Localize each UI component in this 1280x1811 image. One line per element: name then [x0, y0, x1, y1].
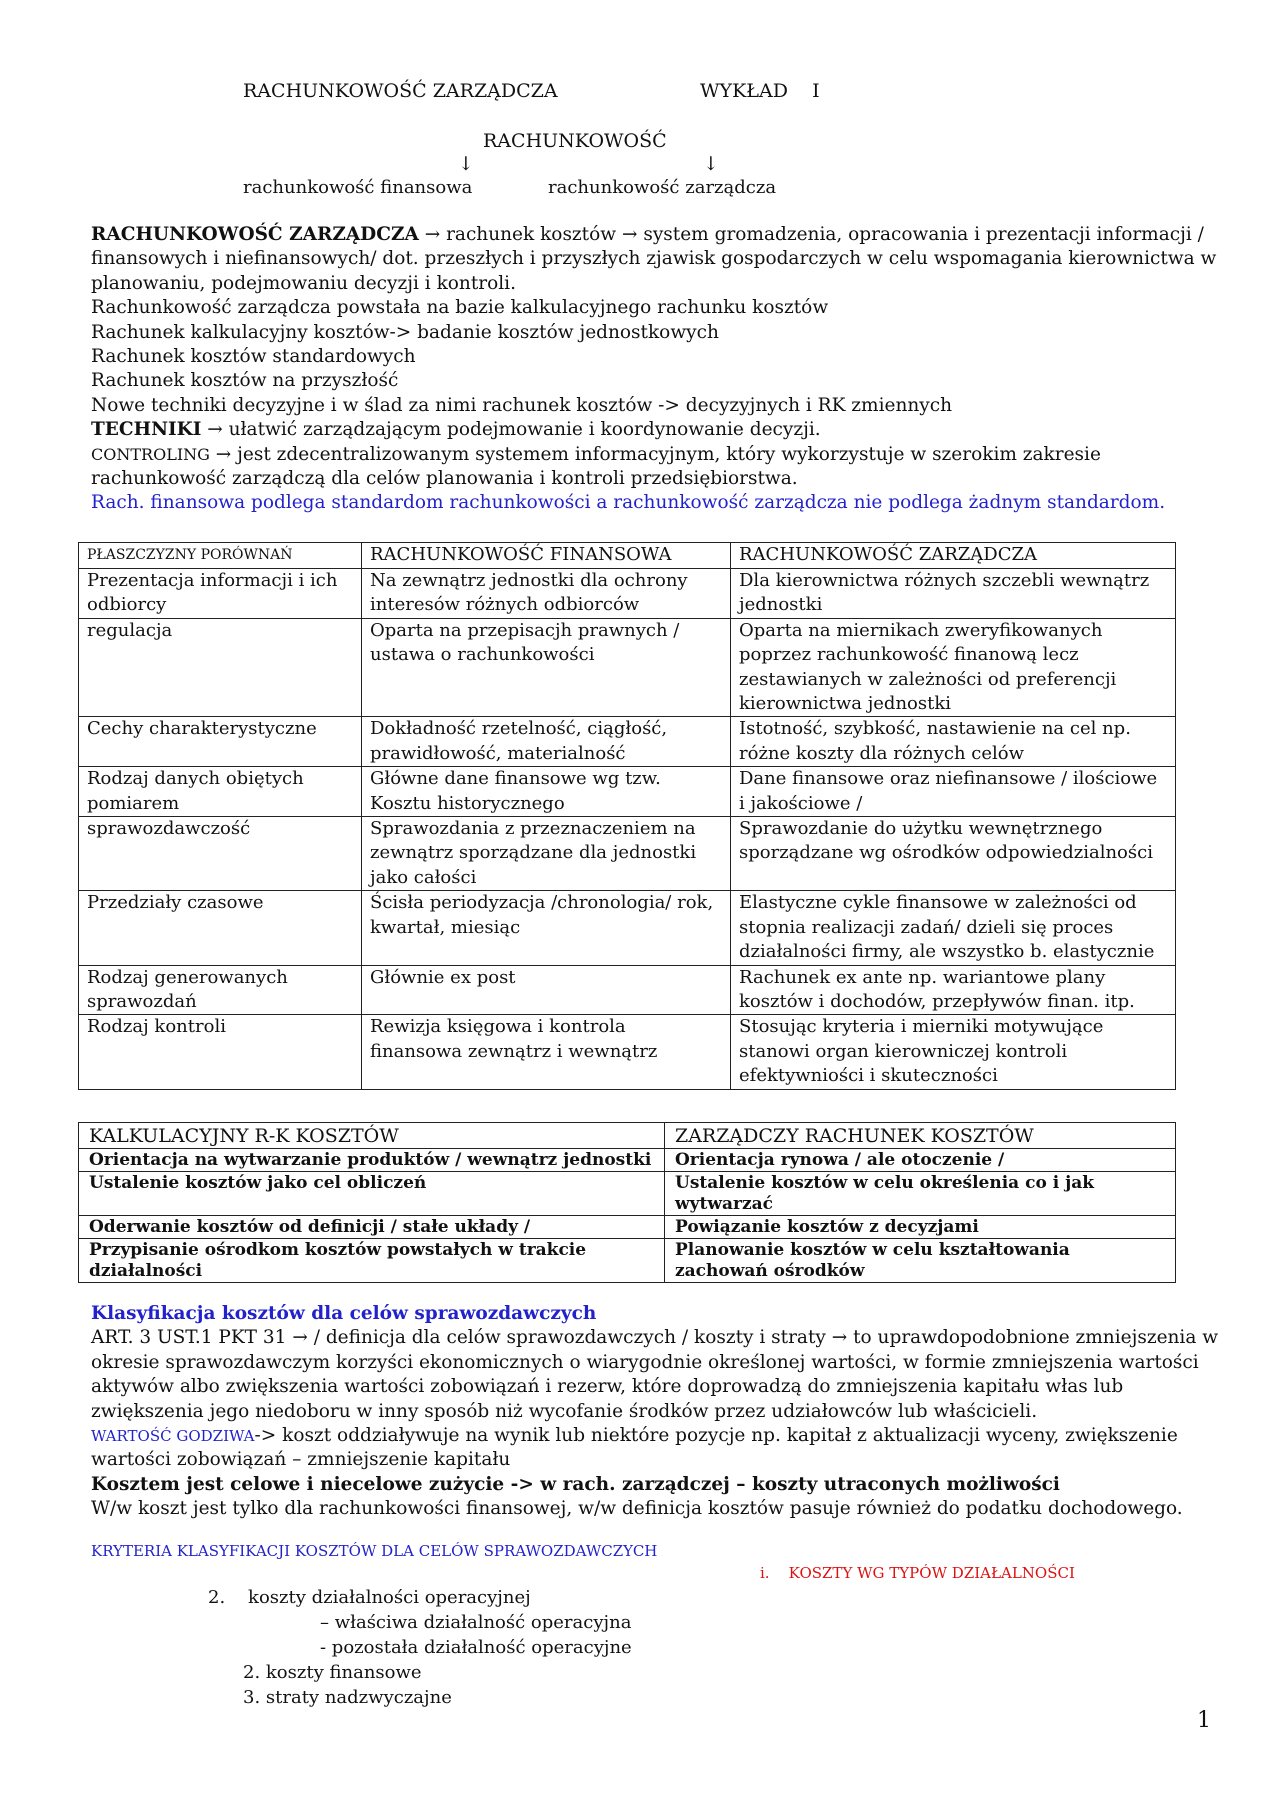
table-cell: Rodzaj danych obiętych pomiarem	[79, 767, 362, 817]
table-row	[79, 1149, 1176, 1172]
table-cell: Główne dane finansowe wg tzw. Kosztu historycznego	[362, 767, 731, 817]
table-cell: Sprawozdanie do użytku wewnętrznego sporządzane wg ośrodków odpowiedzialności	[731, 817, 1176, 891]
definition-text: → ułatwić zarządzającym podejmowanie i koordynowanie decyzji.	[201, 419, 821, 441]
criteria-heading: KRYTERIA KLASYFIKACJI KOSZTÓW DLA CELÓW SPRAWOZDAWCZYCH	[91, 1542, 658, 1560]
table-cell: Oderwanie kosztów od definicji / stałe układy /	[79, 1216, 665, 1239]
definition-text: → jest zdecentralizowanym systemem informacyjnym, który wykorzystuje w szerokim zakresie rachunkowość zarządczą dla celów planowania i kontroli przedsiębiorstwa.	[91, 443, 1101, 490]
intro-line: Rachunek kosztów na przyszłość	[91, 370, 399, 392]
table-row	[79, 1172, 1176, 1216]
diagram-branch-financial: rachunkowość finansowa	[243, 177, 473, 198]
table-header-cell: RACHUNKOWOŚĆ ZARZĄDCZA	[731, 543, 1176, 569]
table-row	[79, 1239, 1176, 1283]
table-row	[79, 767, 1176, 817]
intro-line: Rachunkowość zarządcza powstała na bazie kalkulacyjnego rachunku kosztów	[91, 297, 829, 319]
table-cell: Orientacja rynowa / ale otoczenie /	[665, 1149, 1176, 1172]
diagram-root: RACHUNKOWOŚĆ	[483, 130, 667, 152]
table-cell: Prezentacja informacji i ich odbiorcy	[79, 569, 362, 619]
table-cell: Przedziały czasowe	[79, 891, 362, 965]
term-bold: TECHNIKI	[91, 419, 202, 441]
table-cell: Rachunek ex ante np. wariantowe plany kosztów i dochodów, przepływów finan. itp.	[731, 965, 1176, 1015]
table-cell: Oparta na miernikach zweryfikowanych poprzez rachunkowość finanową lecz zestawianych w zależności od preferencji kierownictwa jednostki	[731, 618, 1176, 717]
fair-value-line	[91, 1424, 1226, 1473]
table-cell: Głównie ex post	[362, 965, 731, 1015]
table-cell: Na zewnątrz jednostki dla ochrony interesów różnych odbiorców	[362, 569, 731, 619]
table-cell: Powiązanie kosztów z decyzjami	[665, 1216, 1176, 1239]
standards-note: Rach. finansowa podlega standardom rachunkowości a rachunkowość zarządcza nie podlega żadnym standardom.	[91, 492, 1166, 514]
intro-line: Rachunek kalkulacyjny kosztów-> badanie kosztów jednostkowych	[91, 321, 719, 343]
activity-types-heading: i. KOSZTY WG TYPÓW DZIAŁALNOŚCI	[760, 1564, 1075, 1582]
table-cell: Przypisanie ośrodkom kosztów powstałych w trakcie działalności	[79, 1239, 665, 1283]
table-cell: Ścisła periodyzacja /chronologia/ rok, kwartał, miesiąc	[362, 891, 731, 965]
list-item: 2. koszty działalności operacyjnej	[208, 1587, 531, 1608]
note-line: W/w koszt jest tylko dla rachunkowości finansowej, w/w definicja kosztów pasuje również do podatku dochodowego.	[91, 1498, 1183, 1520]
table-header-cell: ZARZĄDCZY RACHUNEK KOSZTÓW	[665, 1123, 1176, 1149]
table-cell: Sprawozdania z przeznaczeniem na zewnątrz sporządzane dla jednostki jako całości	[362, 817, 731, 891]
diagram-branch-management: rachunkowość zarządcza	[548, 177, 777, 198]
table-cell: Rodzaj kontroli	[79, 1015, 362, 1089]
term-bold: RACHUNKOWOŚĆ ZARZĄDCZA	[91, 224, 419, 245]
section-heading: Klasyfikacja kosztów dla celów sprawozdawczych	[91, 1303, 597, 1324]
table-cell: Oparta na przepisacjh prawnych / ustawa o rachunkowości	[362, 618, 731, 717]
term-label: WARTOŚĆ GODZIWA	[91, 1427, 255, 1446]
list-item: 3. straty nadzwyczajne	[243, 1687, 452, 1708]
table-cell: Dane finansowe oraz niefinansowe / ilościowe i jakościowe /	[731, 767, 1176, 817]
arrow-down-icon: ↓	[458, 153, 474, 175]
table-header-cell: KALKULACYJNY R-K KOSZTÓW	[79, 1123, 665, 1149]
list-item: 2. koszty finansowe	[243, 1662, 422, 1683]
table-header-row	[79, 1123, 1176, 1149]
controling-line	[91, 443, 1226, 492]
table-row	[79, 891, 1176, 965]
table-cell: Rewizja księgowa i kontrola finansowa zewnątrz i wewnątrz	[362, 1015, 731, 1089]
table-header-cell: PŁASZCZYZNY PORÓWNAŃ	[79, 543, 362, 569]
definition-text: -> koszt oddziaływuje na wynik lub niektóre pozycje np. kapitał z aktualizacji wyceny, zwiększenie wartości zobowiązań – zmniejszenie kapitału	[91, 1425, 1178, 1471]
table-cell: Dla kierownictwa różnych szczebli wewnątrz jednostki	[731, 569, 1176, 619]
table-row	[79, 817, 1176, 891]
list-subitem: – właściwa działalność operacyjna	[320, 1612, 632, 1633]
table-cell: Planowanie kosztów w celu kształtowania zachowań ośrodków	[665, 1239, 1176, 1283]
table-cell: sprawozdawczość	[79, 817, 362, 891]
table-header-cell: RACHUNKOWOŚĆ FINANSOWA	[362, 543, 731, 569]
table-cell: Stosując kryteria i mierniki motywujące stanowi organ kierowniczej kontroli efektywniości i skuteczności	[731, 1015, 1176, 1089]
comparison-table	[78, 542, 1176, 1090]
table-row	[79, 1216, 1176, 1239]
emphasis-line: Kosztem jest celowe i niecelowe zużycie -> w rach. zarządczej – koszty utraconych możliwości	[91, 1473, 1060, 1495]
definition-text: → rachunek kosztów → system gromadzenia, opracowania i prezentacji informacji / finansowych i niefinansowych/ dot. przeszłych i przyszłych zjawisk gospodarczych w celu wspomagania kierownictwa w planowaniu, podejmowaniu decyzji i kontroli.	[91, 224, 1217, 294]
arrow-down-icon: ↓	[703, 153, 719, 175]
table-cell: Ustalenie kosztów w celu określenia co i jak wytwarzać	[665, 1172, 1176, 1216]
table-row	[79, 1015, 1176, 1089]
table-row	[79, 618, 1176, 717]
table-row	[79, 717, 1176, 767]
table-cell: regulacja	[79, 618, 362, 717]
table-cell: Rodzaj generowanych sprawozdań	[79, 965, 362, 1015]
table-row	[79, 965, 1176, 1015]
table-cell: Elastyczne cykle finansowe w zależności od stopnia realizacji zadań/ dzieli się proces działalności firmy, ale wszystko b. elastycznie	[731, 891, 1176, 965]
lecture-label: WYKŁAD I	[700, 80, 820, 102]
table-cell: Ustalenie kosztów jako cel obliczeń	[79, 1172, 665, 1216]
intro-definition	[91, 223, 1226, 296]
page-number: 1	[1197, 1708, 1211, 1733]
article-definition: ART. 3 UST.1 PKT 31 → / definicja dla celów sprawozdawczych / koszty i straty → to uprawdopodobnione zmniejszenia w okresie sprawozdawczym korzyści ekonomicznych o wiarygodnie określonej wartości, w formie zmniejszenia wartości aktywów albo zwiększenia wartości zobowiązań i rezerw, które doprowadzą do zmniejszenia kapitału włas lub zwiększenia jego niedoboru w inny sposób niż wycofanie środków przez udziałowców lub właścicieli.	[91, 1327, 1219, 1422]
intro-line: Nowe techniki decyzyjne i w ślad za nimi rachunek kosztów -> decyzyjnych i RK zmiennych	[91, 394, 952, 416]
table-row	[79, 569, 1176, 619]
table-cell: Dokładność rzetelność, ciągłość, prawidłowość, materialność	[362, 717, 731, 767]
document-title: RACHUNKOWOŚĆ ZARZĄDCZA	[243, 80, 558, 102]
cost-accounting-table	[78, 1122, 1176, 1283]
intro-section	[91, 223, 1226, 516]
intro-line: Rachunek kosztów standardowych	[91, 346, 416, 368]
term-label: CONTROLING	[91, 444, 210, 464]
classification-section	[91, 1302, 1226, 1522]
techniki-line	[91, 418, 1226, 442]
table-header-row	[79, 543, 1176, 569]
table-cell: Cechy charakterystyczne	[79, 717, 362, 767]
table-cell: Orientacja na wytwarzanie produktów / wewnątrz jednostki	[79, 1149, 665, 1172]
list-subitem: - pozostała działalność operacyjne	[320, 1637, 632, 1658]
table-cell: Istotność, szybkość, nastawienie na cel np. różne koszty dla różnych celów	[731, 717, 1176, 767]
